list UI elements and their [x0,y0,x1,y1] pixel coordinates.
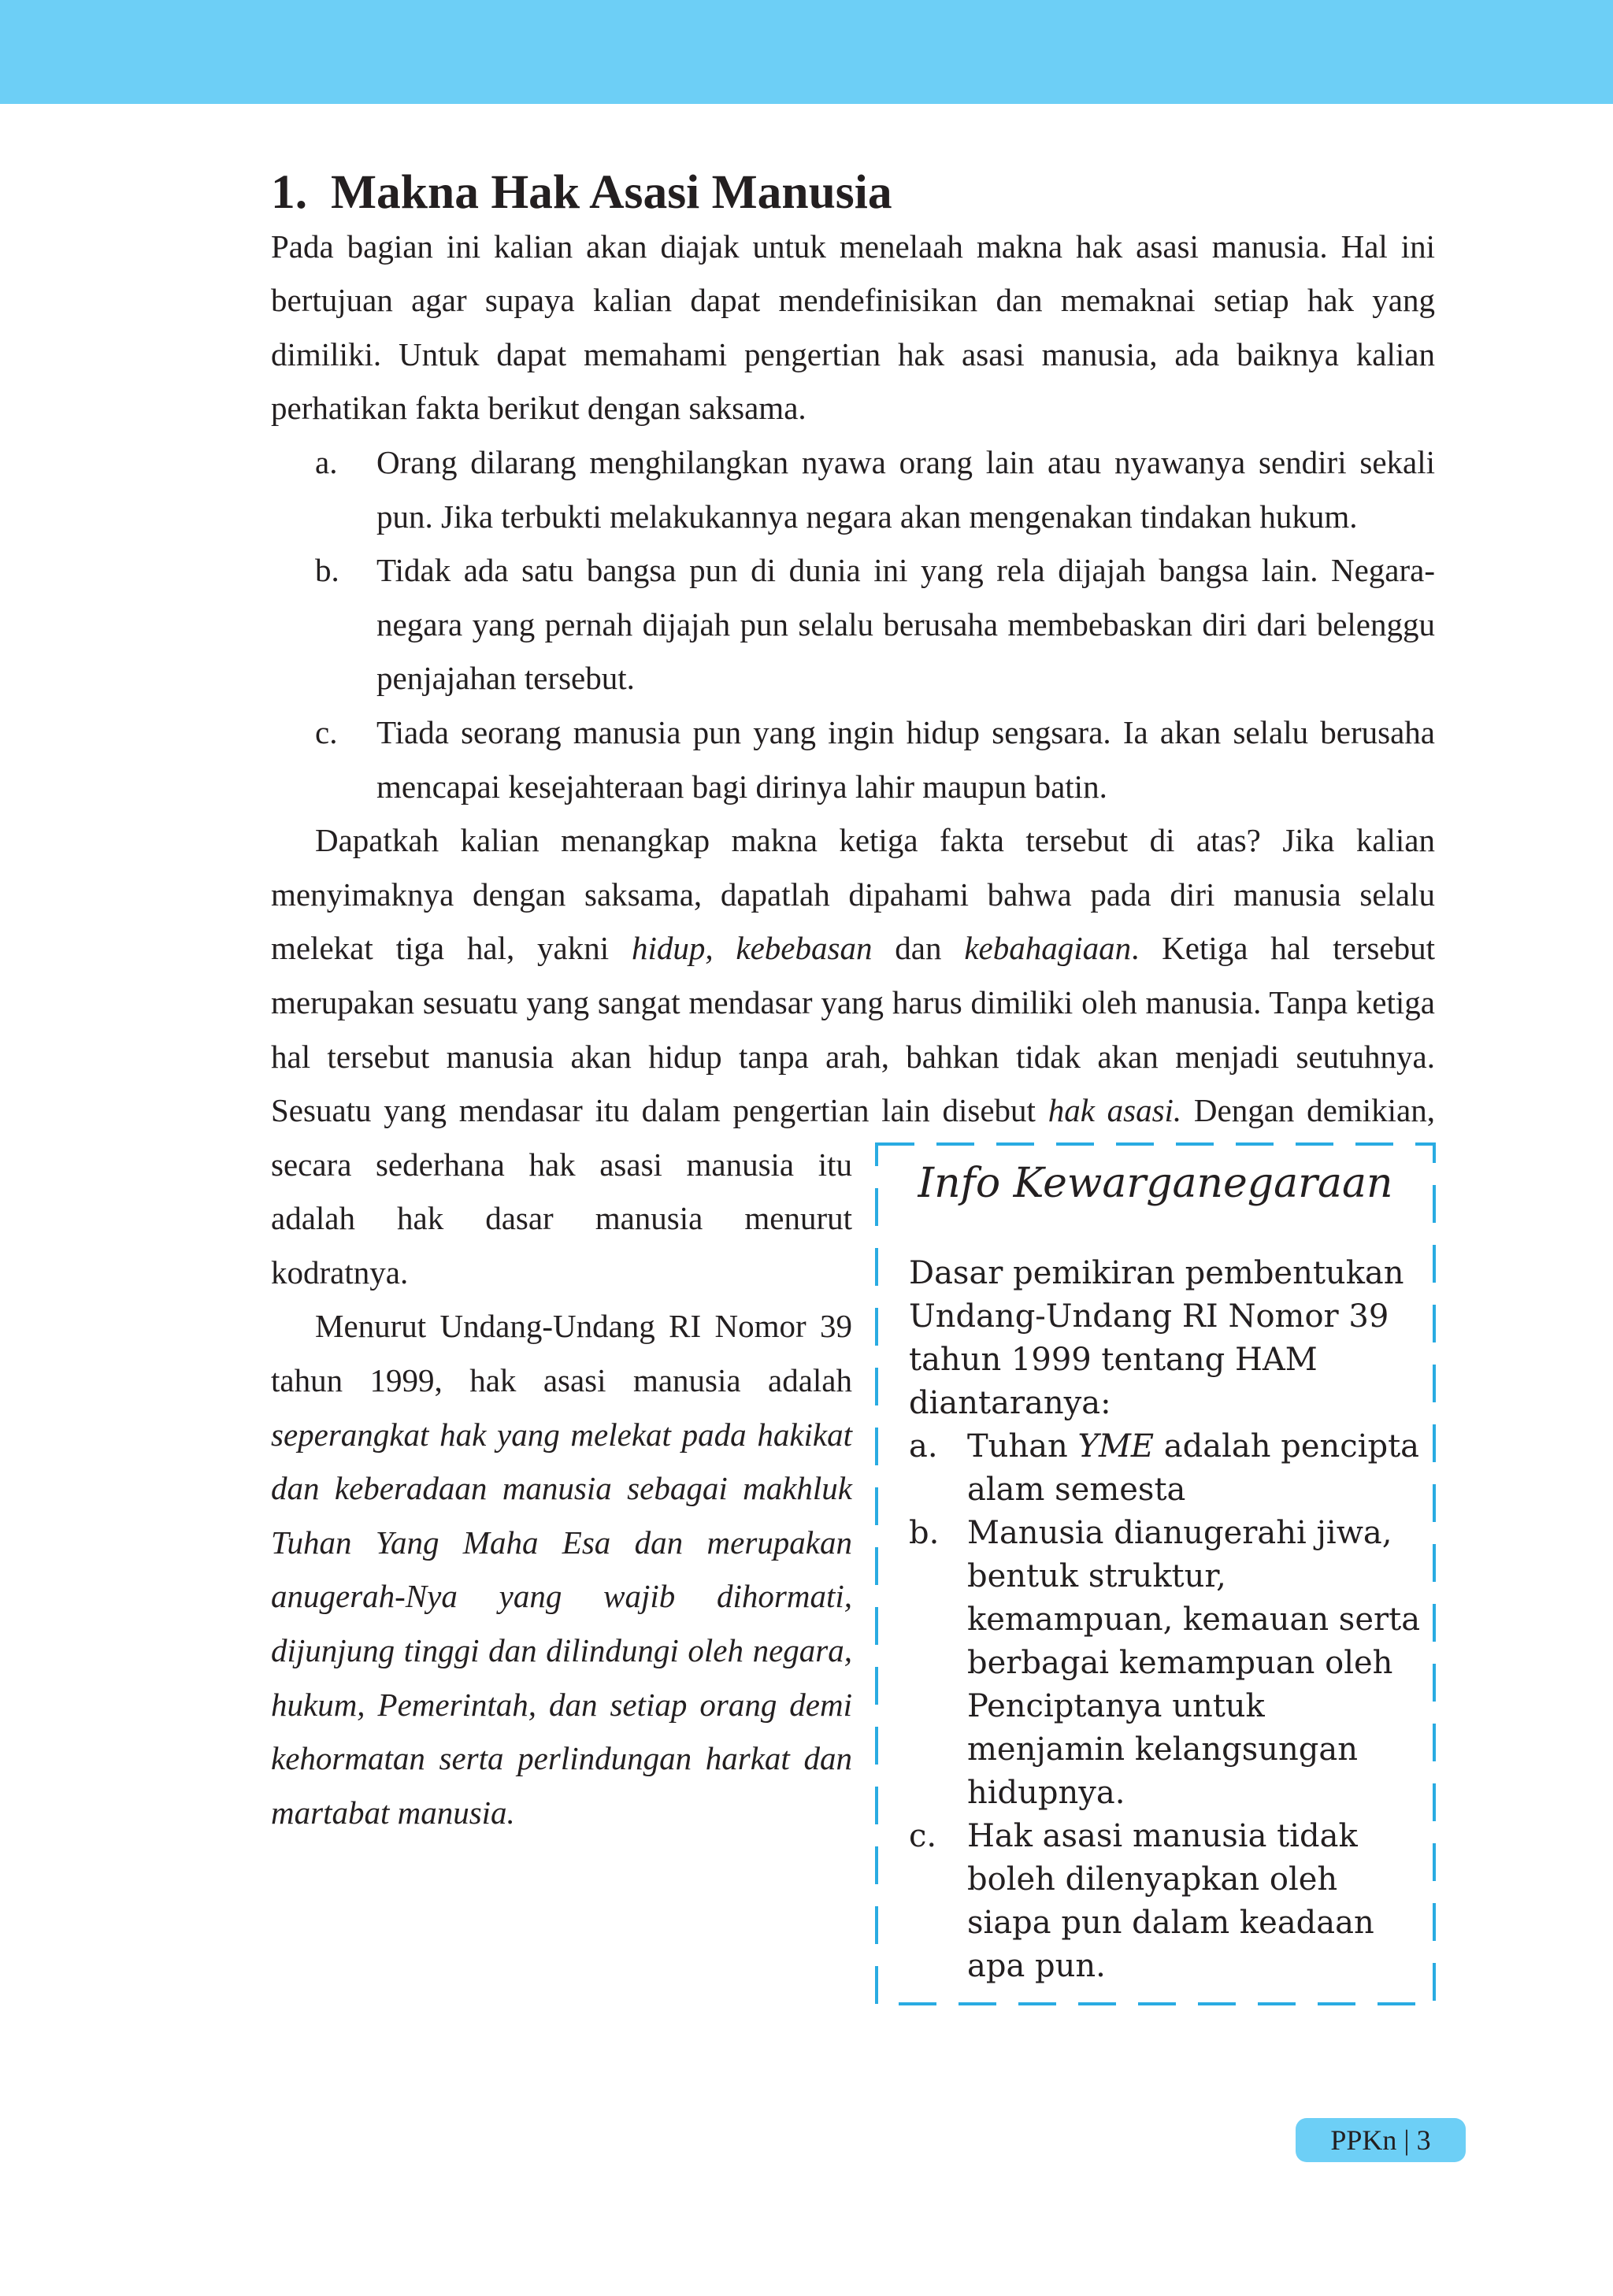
paragraph-text: Dapatkah kalian menangkap makna ketiga fakta tersebut di atas? Jika kalian menyimaknya dengan saksama, dapatlah dipahami bahwa pada diri manusia selalu melekat tiga hal, yakni [271,822,1435,967]
list-marker: b. [909,1515,940,1551]
list-item [271,543,1435,705]
section-title: Makna Hak Asasi Manusia [331,165,892,219]
term-emphasis: hidup, kebebasan [631,930,873,967]
list-item-text: Tidak ada satu bangsa pun di dunia ini yang rela dijajah bangsa lain. Negara-negara yang pernah dijajah pun selalu berusaha membebaskan diri dari belenggu penjajahan tersebut. [376,552,1435,697]
paragraph-text: dan [872,930,965,967]
list-item-text: Tuhan [967,1428,1078,1465]
term-emphasis: hak asasi. [1048,1092,1182,1129]
subject-label: PPKn [1330,2124,1397,2156]
page-number-badge [1296,2118,1466,2162]
separator: | [1396,2124,1417,2156]
term-emphasis: kebahagiaan [964,930,1132,967]
info-box-intro: Dasar pemikiran pembentukan Undang-Undang RI Nomor 39 tahun 1999 tentang HAM diantaranya: [909,1255,1404,1421]
list-item [271,705,1435,813]
list-item [271,435,1435,543]
list-item [909,1815,1421,1988]
list-item-text: Orang dilarang menghilangkan nyawa orang lain atau nyawanya sendiri sekali pun. Jika terbukti melakukannya negara akan mengenakan tindakan hukum. [376,443,1435,535]
facts-list [271,435,1435,813]
paragraph-text: . Ketiga hal tersebut merupakan sesuatu yang sangat mendasar yang harus dimiliki oleh manusia. Tanpa ketiga hal tersebut manusia akan hidup tanpa arah, bahkan tidak akan menjadi seutuhnya. Sesuatu yang mendasar itu dalam pengertian lain disebut [271,930,1435,1129]
paragraph-text: Dengan demikian, secara sederhana hak asasi manusia itu adalah hak dasar manusia menurut kodratnya. [271,1092,1435,1291]
list-item-text: adalah pencipta alam semesta [967,1428,1419,1508]
info-box-title: Info Kewarganegaraan [918,1160,1393,1207]
info-box-list [909,1425,1421,1988]
list-item [909,1425,1421,1512]
list-item [909,1512,1421,1815]
definition-emphasis: seperangkat hak yang melekat pada hakikat dan keberadaan manusia sebagai makhluk Tuhan Yang Maha Esa dan merupakan anugerah-Nya yang wajib dihormati, dijunjung tinggi dan dilindungi oleh negara, hukum, Pemerintah, dan setiap orang demi kehormatan serta perlindungan harkat dan martabat manusia. [271,1416,852,1831]
paragraph-text: Menurut Undang-Undang RI Nomor 39 tahun 1999, hak asasi manusia adalah [271,1308,852,1399]
info-box-body [909,1252,1421,1988]
list-item-text: Tiada seorang manusia pun yang ingin hidup sengsara. Ia akan selalu berusaha mencapai kesejahteraan bagi dirinya lahir maupun batin. [376,713,1435,805]
header-band [0,0,1613,104]
info-box [874,1142,1437,2006]
list-item-text: Manusia dianugerahi jiwa, bentuk struktur, kemampuan, kemauan serta berbagai kemampuan oleh Penciptanya untuk menjamin kelangsungan hidupnya. [967,1515,1421,1811]
term-emphasis: YME [1077,1428,1155,1465]
list-marker: b. [315,552,339,589]
page-number: 3 [1416,2124,1431,2156]
section-number: 1. [271,165,308,219]
list-marker: c. [909,1818,937,1854]
list-marker: a. [315,443,338,480]
intro-paragraph: Pada bagian ini kalian akan diajak untuk menelaah makna hak asasi manusia. Hal ini bertujuan agar supaya kalian dapat mendefinisikan dan memaknai setiap hak yang dimiliki. Untuk dapat memahami pengertian hak asasi manusia, ada baiknya kalian perhatikan fakta berikut dengan saksama. [271,228,1435,427]
list-item-text: Hak asasi manusia tidak boleh dilenyapkan oleh siapa pun dalam keadaan apa pun. [967,1818,1374,1984]
section-heading [271,165,1435,220]
list-marker: c. [315,713,338,750]
list-marker: a. [909,1428,938,1465]
